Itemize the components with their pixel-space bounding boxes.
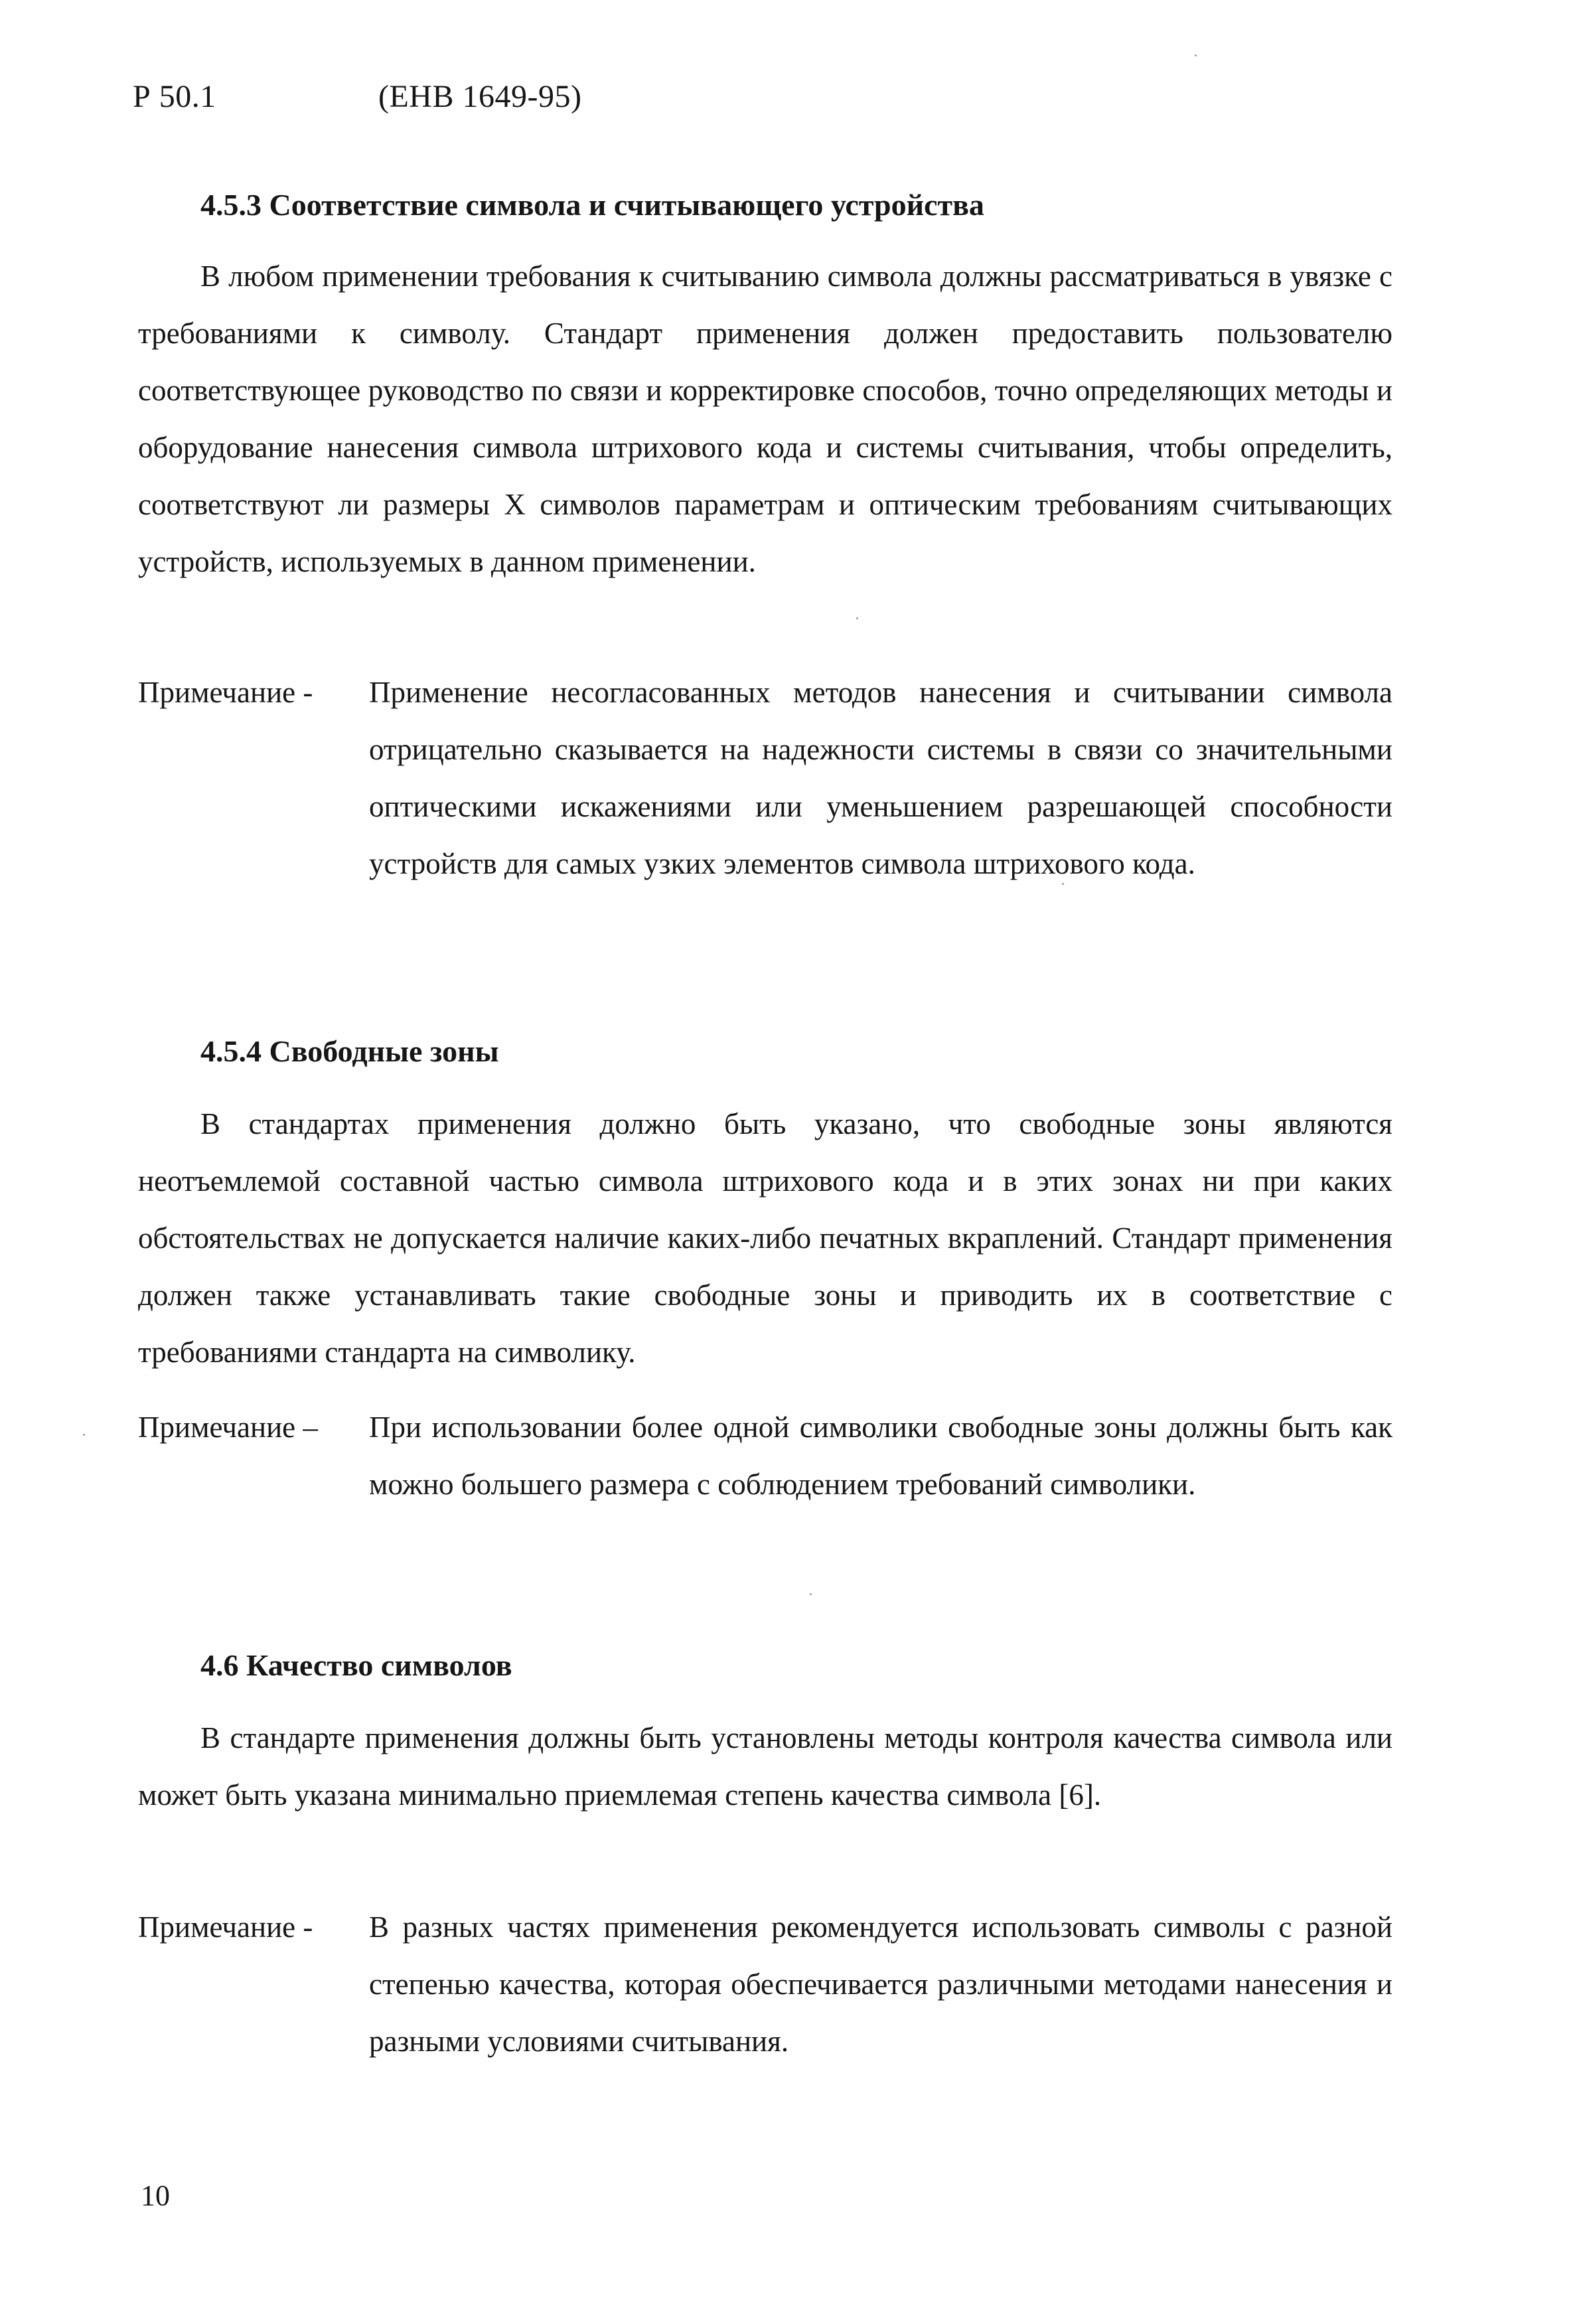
note-label: Примечание – xyxy=(138,1411,318,1444)
section-heading-4-5-4: 4.5.4 Свободные зоны xyxy=(200,1034,499,1068)
note-text: В разных частях применения рекомендуется использовать символы с разной степенью качества, которая обеспечивается различными методами нанесения и разными условиями считывания. xyxy=(369,1910,1392,2058)
standard-reference: (EHB 1649-95) xyxy=(378,79,582,114)
note-4-5-4 xyxy=(138,1399,1392,1513)
section-paragraph-4-5-4: В стандартах применения должно быть указано, что свободные зоны являются неотъемлемой составной частью символа штрихового кода и в этих зонах ни при каких обстоятельствах не допускается наличие каких-либо печатных вкраплений. Стандарт применения должен также устанавливать такие свободные зоны и приводить их в соответствие с требованиями стандарта на символику. xyxy=(138,1107,1392,1369)
note-text: Применение несогласованных методов нанесения и считывании символа отрицательно сказывается на надежности системы в связи со значительными оптическими искажениями или уменьшением разрешающей способности устройств для самых узких элементов символа штрихового кода. xyxy=(369,676,1392,880)
section-heading-4-6: 4.6 Качество символов xyxy=(200,1648,512,1682)
note-label: Примечание - xyxy=(138,676,313,709)
page-number: 10 xyxy=(141,2179,170,2212)
scan-speck xyxy=(856,617,858,619)
scan-speck xyxy=(83,1434,85,1436)
note-4-6 xyxy=(138,1898,1392,2070)
scan-speck xyxy=(1062,883,1064,885)
scan-speck xyxy=(1195,54,1197,56)
running-header xyxy=(133,78,581,115)
section-paragraph-4-6: В стандарте применения должны быть установлены методы контроля качества символа или может быть указана минимально приемлемая степень качества символа [6]. xyxy=(138,1721,1392,1812)
scan-speck xyxy=(810,1593,812,1595)
note-text: При использовании более одной символики свободные зоны должны быть как можно большего размера с соблюдением требований символики. xyxy=(369,1411,1392,1501)
note-label: Примечание - xyxy=(138,1910,313,1944)
note-4-5-3 xyxy=(138,664,1392,892)
section-paragraph-4-5-3: В любом применении требования к считыванию символа должны рассматриваться в увязке с требованиями к символу. Стандарт применения должен предоставить пользователю соответствующее руководство по связи и корректировке способов, точно определяющих методы и оборудование нанесения символа штрихового кода и системы считывания, чтобы определить, соответствуют ли размеры X символов параметрам и оптическим требованиям считывающих устройств, используемых в данном применении. xyxy=(138,260,1392,578)
section-heading-4-5-3: 4.5.3 Соответствие символа и считывающего устройства xyxy=(200,188,984,222)
document-code: Р 50.1 xyxy=(133,79,216,114)
